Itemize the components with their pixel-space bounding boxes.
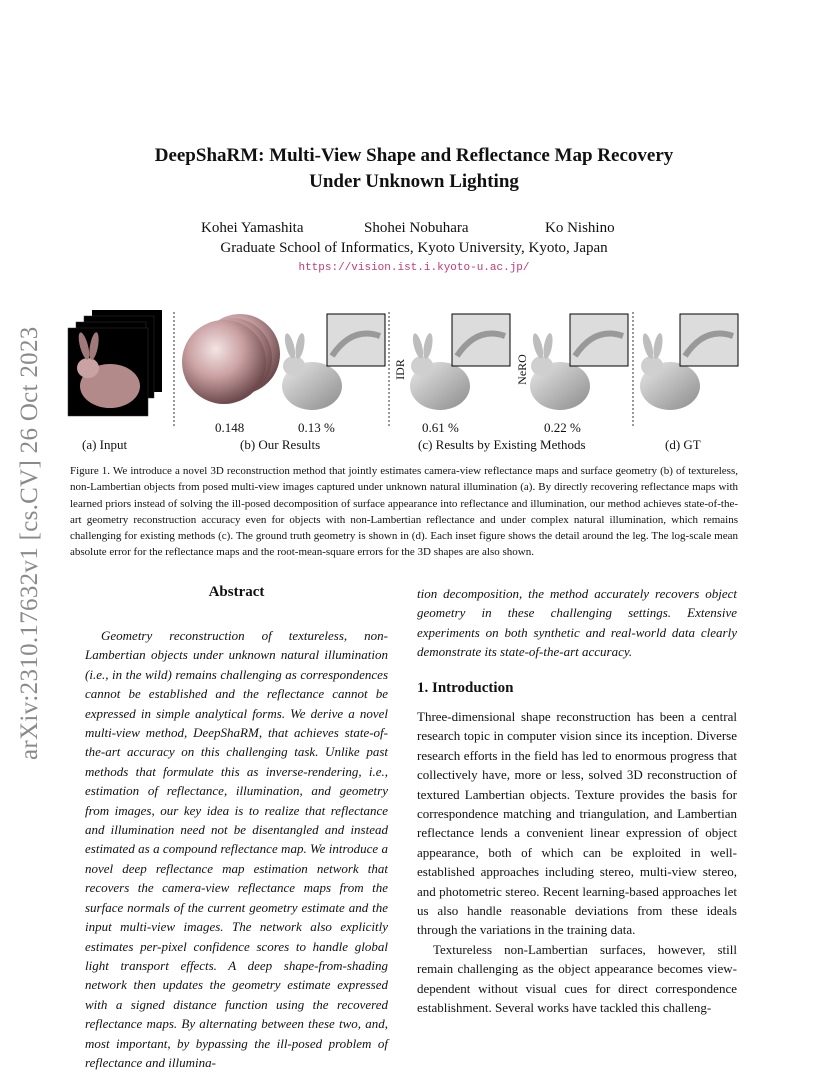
author-2: Shohei Nobuhara [364,220,469,236]
method-label-idr: IDR [392,359,407,380]
error-ours-shape: 0.13 % [298,420,335,435]
label-c: (c) Results by Existing Methods [418,437,586,452]
input-image-stack [68,310,162,416]
intro-paragraph-1: Three-dimensional shape reconstruction has been a central research topic in computer vision since its inception. Diverse research efforts in the field has led to enormous progress that collectively have, more or less, solved 3D reconstruction of textured Lambertian objects. Texture provides the basis for correspondence matching and triangulation, and Lambertian reflectance lends a convenient linear expression of object appearance, both of which can be exploited in well-established approaches including stereo, multi-view stereo, and photometric stereo. Recent learning-based approaches let us also handle reasonable deviations from these ideals through the variations in the training data. [417,709,737,938]
lab-url[interactable]: https://vision.ist.i.kyoto-u.ac.jp/ [298,262,530,274]
figure-1 [62,306,752,456]
intro-body [417,707,737,1018]
error-ours-reflectance: 0.148 [215,420,245,435]
abstract-heading: Abstract [208,584,265,600]
arxiv-side-stamp: arXiv:2310.17632v1 [cs.CV] 26 Oct 2023 [16,326,43,760]
abstract-continuation: tion decomposition, the method accurately recovers object geometry in these challenging settings. Extensive experiments on both synthetic and real-world data clearly demonstrate its state-of-the-art accuracy. [417,586,737,660]
idr-bunny-render [410,314,510,410]
affiliation: Graduate School of Informatics, Kyoto University, Kyoto, Japan [220,240,608,256]
figure-caption: Figure 1. We introduce a novel 3D reconstruction method that jointly estimates camera-view reflectance maps and surface geometry (b) of textureless, non-Lambertian objects from posed multi-view images captured under unknown natural illumination (a). By directly recovering reflectance maps with learned priors instead of solving the ill-posed decomposition of surface appearance into reflectance and illumination, our method achieves state-of-the-art geometry reconstruction accuracy even for objects with non-Lambertian reflectance and under complex natural illumination, which remains challenging for existing methods (c). The ground truth geometry is shown in (d). Each inset figure shows the detail around the leg. The log-scale mean absolute error for the reflectance maps and the root-mean-square errors for the 3D shapes are also shown. [70,465,738,559]
nero-bunny-render [530,314,628,410]
intro-paragraph-2: Textureless non-Lambertian surfaces, however, still remain challenging as the object appearance becomes view-dependent without visual cues for direct correspondence establishment. Several works have tackled this challeng- [417,941,737,1016]
title-line-2: Under Unknown Lighting [309,171,519,192]
abstract-paragraph: Geometry reconstruction of textureless, non-Lambertian objects under unknown natural illumination (i.e., in the wild) remains challenging as correspondences cannot be established and the reflectance cannot be expressed in simple analytical forms. We derive a novel multi-view method, DeepShaRM, that achieves state-of-the-art accuracy on this challenging task. Unlike past methods that formulate this as inverse-rendering, i.e., estimation of reflectance, illumination, and geometry from images, our key idea is to realize that reflectance and illumination need not be disentangled and instead estimated as a compound reflectance map. We introduce a novel deep reflectance map estimation network that recovers the camera-view reflectance maps from the surface normals of the current geometry estimate and the input multi-view images. The network also explicitly estimates per-pixel confidence scores to handle global light transport effects. A deep shape-from-shading network then updates the geometry estimate expressed with a signed distance function using the recovered reflectance maps. By alternating between these two, and, most important, by bypassing the ill-posed problem of reflectance and illumina- [85,628,388,1070]
title-line-1: DeepShaRM: Multi-View Shape and Reflectance Map Recovery [154,145,674,166]
reflectance-map-spheres [182,314,280,404]
method-label-nero: NeRO [514,354,529,385]
abstract-body-right [417,584,737,662]
abstract-body-left [85,626,388,1072]
author-1: Kohei Yamashita [201,220,304,236]
author-3: Ko Nishino [545,220,615,236]
gt-bunny-render [640,314,738,410]
label-d: (d) GT [665,437,701,452]
label-b: (b) Our Results [240,437,321,452]
paper-title [0,143,828,195]
intro-heading: 1. Introduction [417,680,514,696]
label-a: (a) Input [82,437,128,452]
error-idr: 0.61 % [422,420,459,435]
ours-bunny-render [282,314,385,410]
error-nero: 0.22 % [544,420,581,435]
figure-1-graphic [62,306,752,456]
